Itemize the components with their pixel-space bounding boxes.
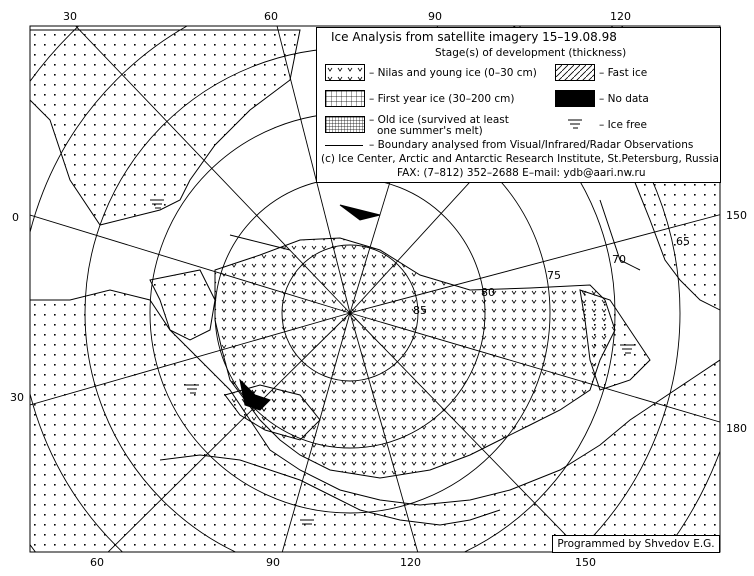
legend-subtitle: Stage(s) of development (thickness) (435, 47, 627, 59)
lon-label-right: 180 (726, 422, 747, 435)
fast-ice-pattern (555, 64, 595, 81)
lon-label-bottom: 90 (266, 556, 280, 569)
lon-label-bottom: 150 (575, 556, 596, 569)
lat-label: 70 (612, 253, 626, 266)
legend-item-label: one summer's melt) (377, 125, 483, 137)
old-ice-pattern (325, 116, 365, 133)
legend-item-label: – Nilas and young ice (0–30 cm) (369, 67, 537, 79)
legend-panel (316, 27, 721, 183)
first-year-ice-pattern (325, 90, 365, 107)
programmer-credit: Programmed by Shvedov E.G. (552, 535, 720, 553)
contact-text: FAX: (7–812) 352–2688 E–mail: ydb@aari.nw.ru (397, 167, 646, 179)
lat-label: 80 (481, 286, 495, 299)
lon-label-right: 150 (726, 209, 747, 222)
no-data-pattern (555, 90, 595, 107)
ice-free-pattern (565, 116, 585, 131)
lat-label: 85 (413, 304, 427, 317)
lon-label-left: 30 (10, 391, 24, 404)
legend-item-label: – Ice free (599, 119, 647, 131)
copyright-text: (c) Ice Center, Arctic and Antarctic Research Institute, St.Petersburg, Russia (321, 153, 719, 165)
lon-label-bottom: 60 (90, 556, 104, 569)
lon-label-left: 0 (12, 211, 19, 224)
boundary-label: – Boundary analysed from Visual/Infrared/Radar Observations (369, 139, 694, 151)
boundary-line-sample (325, 145, 363, 146)
lon-label-top: 120 (610, 10, 631, 23)
legend-title: Ice Analysis from satellite imagery 15–19.08.98 (331, 30, 617, 44)
nilas-young-ice-pattern (325, 64, 365, 81)
legend-item-label: – First year ice (30–200 cm) (369, 93, 515, 105)
lon-label-top: 90 (428, 10, 442, 23)
lat-label: 75 (547, 269, 561, 282)
legend-item-label: – No data (599, 93, 649, 105)
lon-label-top: 30 (63, 10, 77, 23)
lon-label-bottom: 120 (400, 556, 421, 569)
legend-item-label: – Old ice (survived at least (369, 114, 509, 126)
legend-item-label: – Fast ice (599, 67, 648, 79)
lon-label-top: 60 (264, 10, 278, 23)
lat-label: 65 (676, 235, 690, 248)
